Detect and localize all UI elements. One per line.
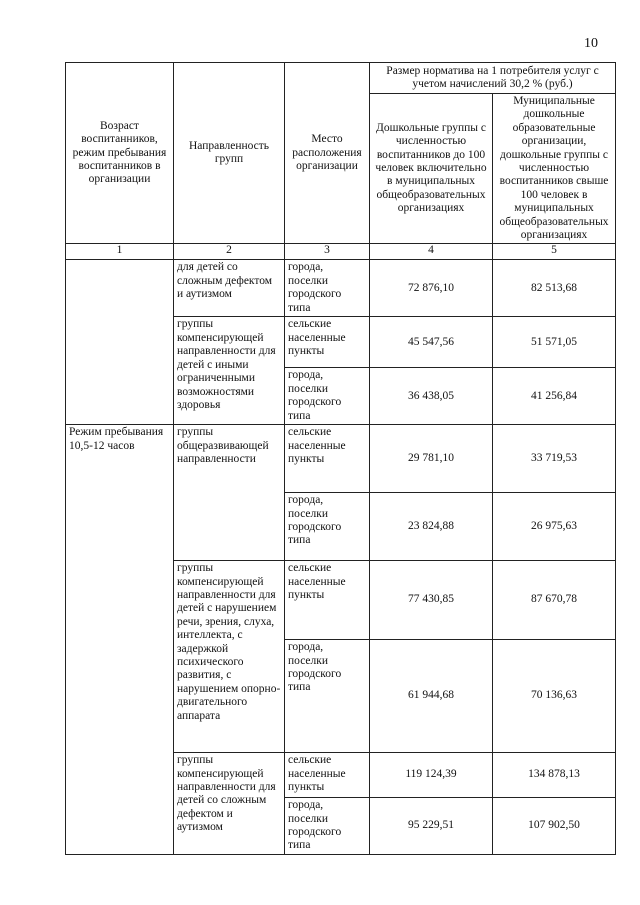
direction-cell: группы компенсирующей направленности для детей с нарушением речи, зрения, слуха, интеллекта, с задержкой психического развития, с нарушением опорно-двигательного аппарата — [174, 561, 285, 753]
direction-cell: группы компенсирующей направленности для детей со сложным дефектом и аутизмом — [174, 753, 285, 855]
value-large-organizations: 51 571,05 — [493, 317, 616, 368]
value-small-groups: 77 430,85 — [370, 561, 493, 640]
value-small-groups: 23 824,88 — [370, 493, 493, 561]
mode-cell-continued — [66, 260, 174, 425]
page-number: 10 — [584, 36, 598, 51]
value-small-groups: 95 229,51 — [370, 798, 493, 855]
value-small-groups: 61 944,68 — [370, 640, 493, 753]
header-location: Место расположения организации — [285, 63, 370, 244]
value-small-groups: 72 876,10 — [370, 260, 493, 317]
value-large-organizations: 33 719,53 — [493, 425, 616, 493]
table-row — [66, 425, 616, 493]
header-direction: Направленность групп — [174, 63, 285, 244]
value-large-organizations: 107 902,50 — [493, 798, 616, 855]
table-row — [66, 260, 616, 317]
header-age-mode: Возраст воспитанников, режим пребывания воспитанников в организации — [66, 63, 174, 244]
value-large-organizations: 87 670,78 — [493, 561, 616, 640]
value-large-organizations: 26 975,63 — [493, 493, 616, 561]
value-large-organizations: 41 256,84 — [493, 368, 616, 425]
header-norm: Размер норматива на 1 потребителя услуг с учетом начислений 30,2 % (руб.) — [370, 63, 616, 94]
location-cell: сельские населенные пункты — [285, 561, 370, 640]
location-cell: сельские населенные пункты — [285, 753, 370, 798]
header-small-groups: Дошкольные группы с численностью воспитанников до 100 человек включительно в муниципальных общеобразовательных организациях — [370, 94, 493, 244]
norm-table — [65, 62, 616, 855]
value-small-groups: 45 547,56 — [370, 317, 493, 368]
value-large-organizations: 82 513,68 — [493, 260, 616, 317]
location-cell: сельские населенные пункты — [285, 317, 370, 368]
direction-cell: для детей со сложным дефектом и аутизмом — [174, 260, 285, 317]
location-cell: сельские населенные пункты — [285, 425, 370, 493]
mode-cell: Режим пребывания 10,5-12 часов — [66, 425, 174, 855]
value-large-organizations: 134 878,13 — [493, 753, 616, 798]
value-small-groups: 29 781,10 — [370, 425, 493, 493]
value-large-organizations: 70 136,63 — [493, 640, 616, 753]
location-cell: города, поселки городского типа — [285, 493, 370, 561]
header-large-organizations: Муниципальные дошкольные образовательные организации, дошкольные группы с численностью воспитанников свыше 100 человек в муниципальных общеобразовательных организациях — [493, 94, 616, 244]
column-number: 4 — [370, 244, 493, 260]
value-small-groups: 119 124,39 — [370, 753, 493, 798]
column-number: 2 — [174, 244, 285, 260]
column-numbers-row — [66, 244, 616, 260]
value-small-groups: 36 438,05 — [370, 368, 493, 425]
location-cell: города, поселки городского типа — [285, 260, 370, 317]
direction-cell: группы общеразвивающей направленности — [174, 425, 285, 561]
header-row — [66, 63, 616, 94]
column-number: 5 — [493, 244, 616, 260]
direction-cell: группы компенсирующей направленности для детей с иными ограниченными возможностями здоровья — [174, 317, 285, 425]
location-cell: города, поселки городского типа — [285, 368, 370, 425]
location-cell: города, поселки городского типа — [285, 798, 370, 855]
column-number: 1 — [66, 244, 174, 260]
column-number: 3 — [285, 244, 370, 260]
location-cell: города, поселки городского типа — [285, 640, 370, 753]
